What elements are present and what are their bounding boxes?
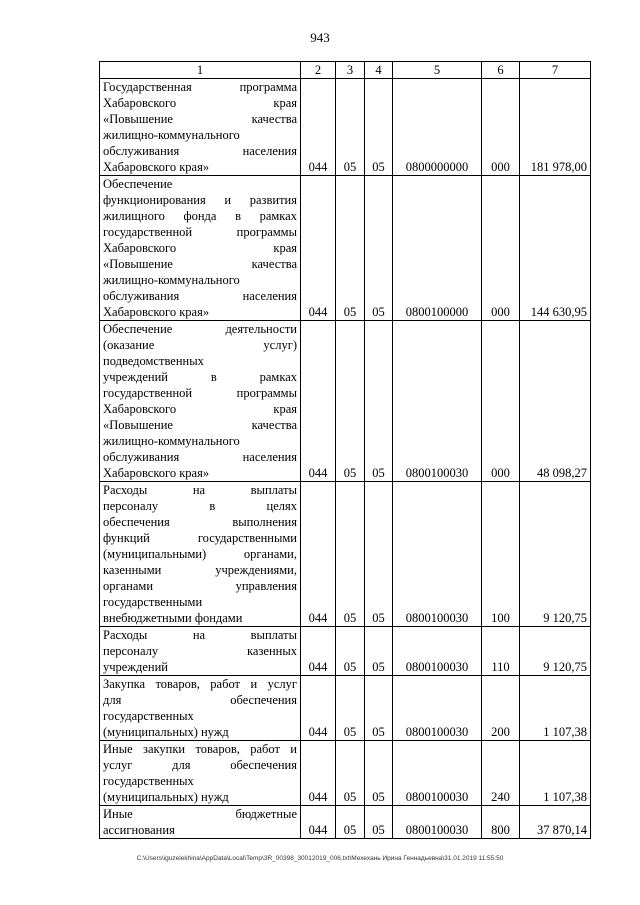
expense-name-line: государственной программы: [103, 386, 297, 400]
expense-name-line: «Повышение качества: [103, 418, 297, 432]
target-article-cell: 0800100030: [393, 806, 482, 839]
expense-name-cell: [100, 806, 301, 839]
expense-type-cell: 800: [482, 806, 520, 839]
expense-name-line: Обеспечение деятельности: [103, 322, 297, 336]
column-header: 5: [393, 62, 482, 79]
target-article-cell: 0800100030: [393, 321, 482, 482]
section-code-cell: 05: [336, 741, 365, 806]
target-article-cell: 0800000000: [393, 79, 482, 176]
expense-name-line: персоналу в целях: [103, 499, 297, 513]
expense-name-line: органами управления: [103, 579, 297, 593]
expense-name-line: жилищно-коммунального: [103, 273, 240, 287]
expense-name-line: (муниципальных) нужд: [103, 725, 229, 739]
expense-name-line: Хабаровского края»: [103, 305, 210, 319]
column-header: 6: [482, 62, 520, 79]
expense-type-cell: 000: [482, 79, 520, 176]
expense-name-line: «Повышение качества: [103, 112, 297, 126]
section-code-cell: 05: [336, 482, 365, 627]
expense-name-line: для обеспечения: [103, 693, 297, 707]
ministry-code-cell: 044: [301, 741, 336, 806]
amount-cell: 181 978,00: [520, 79, 591, 176]
expense-name-cell: [100, 741, 301, 806]
expense-name-line: обслуживания населения: [103, 289, 297, 303]
expense-name-cell: [100, 627, 301, 676]
expense-type-cell: 100: [482, 482, 520, 627]
ministry-code-cell: 044: [301, 176, 336, 321]
target-article-cell: 0800100000: [393, 176, 482, 321]
table-row: [100, 79, 591, 176]
expense-name-line: внебюджетными фондами: [103, 611, 243, 625]
section-code-cell: 05: [336, 321, 365, 482]
expense-name-line: учреждений: [103, 660, 168, 674]
table-row: [100, 482, 591, 627]
budget-table: [99, 61, 591, 839]
target-article-cell: 0800100030: [393, 741, 482, 806]
header-row: [100, 62, 591, 79]
expense-name-line: «Повышение качества: [103, 257, 297, 271]
table-row: [100, 627, 591, 676]
expense-name-line: обслуживания населения: [103, 450, 297, 464]
target-article-cell: 0800100030: [393, 627, 482, 676]
expense-name-cell: [100, 482, 301, 627]
amount-cell: 9 120,75: [520, 482, 591, 627]
expense-name-line: (муниципальных) нужд: [103, 790, 229, 804]
expense-name-line: государственных: [103, 774, 194, 788]
expense-name-cell: [100, 79, 301, 176]
subsection-code-cell: 05: [365, 176, 393, 321]
expense-name-line: государственными: [103, 595, 203, 609]
expense-name-line: персоналу казенных: [103, 644, 297, 658]
subsection-code-cell: 05: [365, 806, 393, 839]
amount-cell: 48 098,27: [520, 321, 591, 482]
section-code-cell: 05: [336, 176, 365, 321]
expense-name-line: Расходы на выплаты: [103, 628, 297, 642]
target-article-cell: 0800100030: [393, 676, 482, 741]
expense-name-line: жилищно-коммунального: [103, 434, 240, 448]
expense-name-cell: [100, 676, 301, 741]
table-row: [100, 806, 591, 839]
target-article-cell: 0800100030: [393, 482, 482, 627]
subsection-code-cell: 05: [365, 627, 393, 676]
expense-name-line: обслуживания населения: [103, 144, 297, 158]
expense-name-cell: [100, 321, 301, 482]
table-row: [100, 321, 591, 482]
subsection-code-cell: 05: [365, 79, 393, 176]
expense-name-line: Государственная программа: [103, 80, 297, 94]
expense-name-line: Иные бюджетные: [103, 807, 297, 821]
expense-name-line: Хабаровского края: [103, 241, 297, 255]
expense-name-line: жилищно-коммунального: [103, 128, 240, 142]
expense-name-line: учреждений в рамках: [103, 370, 297, 384]
section-code-cell: 05: [336, 79, 365, 176]
expense-name-line: Хабаровского края: [103, 96, 297, 110]
page-number: 943: [310, 30, 330, 45]
expense-name-line: жилищного фонда в рамках: [103, 209, 297, 223]
column-header: 2: [301, 62, 336, 79]
file-path-footer: C:\Users\iguzelekhina\AppData\Local\Temp\3R_00398_30012019_006.txt\Мехехань Ирина Геннадьевна\31.01.2019 11:55:50: [136, 855, 504, 862]
expense-name-line: казенными учреждениями,: [103, 563, 297, 577]
expense-name-line: функционирования и развития: [103, 193, 297, 207]
expense-name-line: услуг для обеспечения: [103, 758, 297, 772]
expense-name-line: Закупка товаров, работ и услуг: [103, 677, 297, 691]
amount-cell: 9 120,75: [520, 627, 591, 676]
expense-name-line: обеспечения выполнения: [103, 515, 297, 529]
expense-name-line: (оказание услуг): [103, 338, 297, 352]
amount-cell: 37 870,14: [520, 806, 591, 839]
expense-type-cell: 000: [482, 176, 520, 321]
section-code-cell: 05: [336, 627, 365, 676]
expense-name-line: государственной программы: [103, 225, 297, 239]
subsection-code-cell: 05: [365, 676, 393, 741]
expense-name-line: Обеспечение: [103, 177, 173, 191]
expense-type-cell: 240: [482, 741, 520, 806]
amount-cell: 1 107,38: [520, 741, 591, 806]
amount-cell: 144 630,95: [520, 176, 591, 321]
expense-name-line: Хабаровского края: [103, 402, 297, 416]
expense-name-line: (муниципальными) органами,: [103, 547, 297, 561]
ministry-code-cell: 044: [301, 482, 336, 627]
ministry-code-cell: 044: [301, 806, 336, 839]
expense-name-line: Иные закупки товаров, работ и: [103, 742, 297, 756]
expense-name-line: государственных: [103, 709, 194, 723]
section-code-cell: 05: [336, 676, 365, 741]
amount-cell: 1 107,38: [520, 676, 591, 741]
column-header: 4: [365, 62, 393, 79]
table-row: [100, 741, 591, 806]
subsection-code-cell: 05: [365, 741, 393, 806]
ministry-code-cell: 044: [301, 676, 336, 741]
expense-type-cell: 110: [482, 627, 520, 676]
expense-name-line: Хабаровского края»: [103, 466, 210, 480]
expense-name-cell: [100, 176, 301, 321]
table-row: [100, 176, 591, 321]
expense-name-line: функций государственными: [103, 531, 297, 545]
subsection-code-cell: 05: [365, 482, 393, 627]
expense-name-line: подведомственных: [103, 354, 204, 368]
expense-type-cell: 200: [482, 676, 520, 741]
table-row: [100, 676, 591, 741]
section-code-cell: 05: [336, 806, 365, 839]
ministry-code-cell: 044: [301, 321, 336, 482]
expense-name-line: ассигнования: [103, 823, 175, 837]
ministry-code-cell: 044: [301, 79, 336, 176]
expense-name-line: Расходы на выплаты: [103, 483, 297, 497]
column-header: 7: [520, 62, 591, 79]
ministry-code-cell: 044: [301, 627, 336, 676]
column-header: 3: [336, 62, 365, 79]
column-header: 1: [100, 62, 301, 79]
subsection-code-cell: 05: [365, 321, 393, 482]
expense-name-line: Хабаровского края»: [103, 160, 210, 174]
expense-type-cell: 000: [482, 321, 520, 482]
